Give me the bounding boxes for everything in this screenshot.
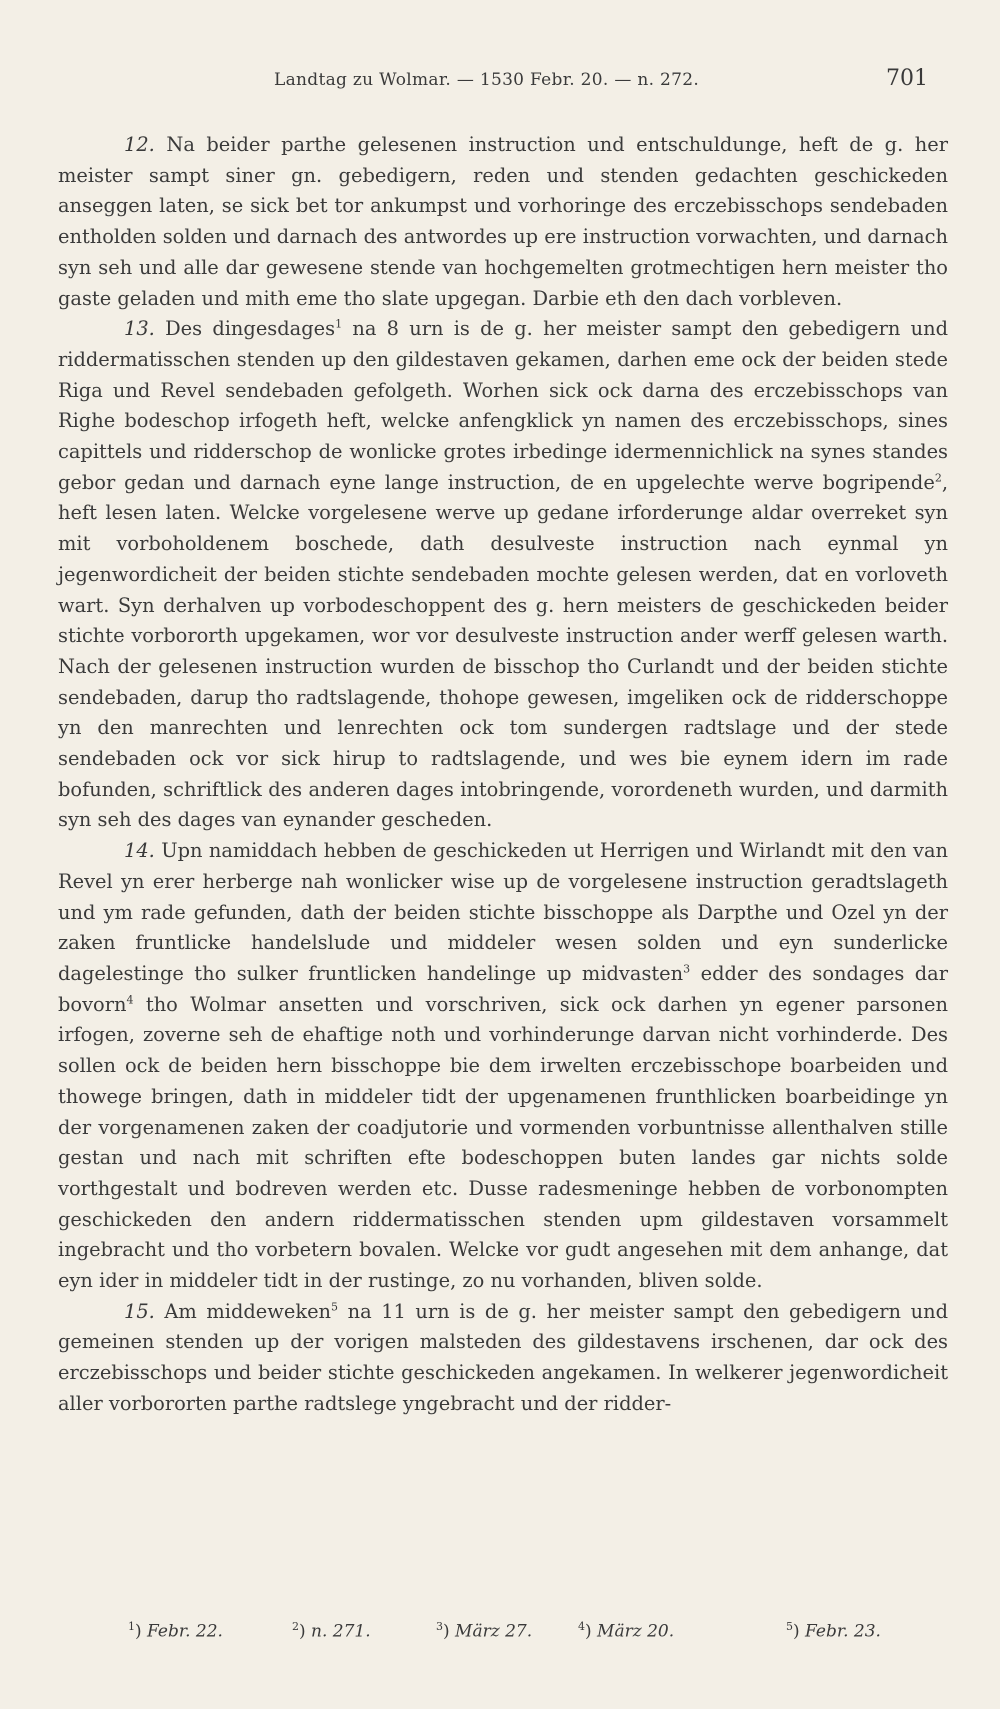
paragraph-text: Am middeweken [164, 1299, 332, 1323]
paragraph-text: na 11 urn is de g. her meister sampt den gebedigern und gemeinen stenden up der vorigen malsteden des gildestavens irschenen, dar ock des erczebisschops und beider stichte geschickeden angekamen. In welkerer jegenwordicheit aller vorbororten parthe radtslege yngebracht und der ridder- [58, 1299, 948, 1415]
paragraph-text: Des dingesdages [165, 317, 336, 341]
paragraph-number: 14. [124, 839, 155, 863]
running-head: Landtag zu Wolmar. — 1530 Febr. 20. — n. 272. [274, 70, 700, 90]
paragraph-text: , heft lesen laten. Welcke vorgelesene werve up gedane irforderunge aldar overreket syn mit vorboholdenem boschede, dath desulveste instruction nach eynmal yn jegenwordicheit der beiden stichte sendebaden mochte gelesen werden, dat en vorloveth wart. Syn derhalven up vorbodeschoppent des g. hern meisters de geschickeden beider stichte vorbororth upgekamen, wor vor desulveste instruction ander werff gelesen warth. Nach der gelesenen instruction wurden de bisschop tho Curlandt und der beiden stichte sendebaden, darup tho radtslagende, thohope gewesen, imgeliken ock de ridderschoppe yn den manrechten und lenrechten ock tom sundergen radtslage und der stede sendebaden ock vor sick hirup to radtslagende, und wes bie eynem idern im rade bofunden, schriftlick des anderen dages intobringende, vorordeneth wurden, und darmith syn seh des dages van eynander gescheden. [58, 470, 948, 832]
footnote-ref: 1 [128, 1620, 135, 1633]
footnote-marker: 3 [683, 962, 691, 976]
footnote-ref: 5 [786, 1620, 793, 1633]
footnote-ref: 2 [292, 1620, 299, 1633]
footnote-3: $^3$) März 27. [436, 1620, 533, 1642]
footnote-2: $^2$) n. 271. [292, 1620, 371, 1642]
footnote-ref: 3 [436, 1620, 443, 1633]
footnote-4: $^4$) März 20. [578, 1620, 675, 1642]
footnote-marker: 5 [331, 1300, 339, 1314]
paragraph-text: Na beider parthe gelesenen instruction und entschuldunge, heft de g. her meister sampt siner gn. gebedigern, reden und stenden gedachten geschickeden anseggen laten, se sick bet tor ankumpst und vorhoringe des erczebisschops sendebaden entholden solden und darnach des antwordes up ere instruction vorwachten, und darnach syn seh und alle dar gewesene stende van hochgemelten grotmechtigen hern meister tho gaste geladen und mith eme tho slate upgegan. Darbie eth den dach vorbleven. [58, 133, 948, 310]
paragraph-15 [58, 1297, 948, 1420]
footnote-1: $^1$) Febr. 22. [128, 1620, 223, 1642]
paragraph-text: Upn namiddach hebben de geschickeden ut Herrigen und Wirlandt mit den van Revel yn erer herberge nah wonlicker wise up de vorgelesene instruction geradtslageth und ym rade gefunden, dath der beiden stichte bisschoppe als Darpthe und Ozel yn der zaken fruntlicke handelslude und middeler wesen solden und eyn sunderlicke dagelestinge tho sulker fruntlicken handelinge up midvasten [58, 839, 948, 985]
paragraph-13 [58, 314, 948, 836]
paragraph-text: na 8 urn is de g. her meister sampt den gebedigern und riddermatisschen stenden up den gildestaven gekamen, darhen eme ock der beiden stede Riga und Revel sendebaden gefolgeth. Worhen sick ock darna des erczebisschops van Righe bodeschop irfogeth heft, welcke anfengklick yn namen des erczebisschops, sines capittels und ridderschop de wonlicke grotes irbedinge idermennichlick na synes standes gebor gedan und darnach eyne lange instruction, de en upgelechte werve bogripende [58, 317, 948, 494]
paragraph-number: 13. [124, 317, 155, 341]
footnote-ref: 4 [578, 1620, 585, 1633]
footnote-5: $^5$) Febr. 23. [786, 1620, 881, 1642]
footnote-text: Febr. 22. [147, 1621, 223, 1642]
page-number: 701 [886, 66, 928, 91]
paragraph-number: 12. [124, 133, 155, 156]
footnote-text: n. 271. [311, 1621, 371, 1642]
page-header [0, 66, 1000, 96]
paragraph-text: tho Wolmar ansetten und vorschriven, sick ock darhen yn egener parsonen irfogen, zoverne seh de ehaftige noth und vorhinderunge darvan nicht vorhinderde. Des sollen ock de beiden hern bisschoppe bie dem irwelten erczebisschope boarbeiden und thowege bringen, dath in middeler tidt der upgenamenen frunthlicken boarbeidinge yn der vorgenamenen zaken der coadjutorie und vormenden vorbuntnisse allenthalven stille gestan und nach mit schriften efte bodeschoppen buten landes gar nichts solde vorthgestalt und bodreven werden etc. Dusse radesmeninge hebben de vorbonompten geschickeden den andern riddermatisschen stenden upm gildestaven vorsammelt ingebracht und tho vorbetern bovalen. Welcke vor gudt angesehen mit dem anhange, dat eyn ider in middeler tidt in der rustinge, zo nu vorhanden, bliven solde. [58, 992, 948, 1293]
body-text [58, 130, 948, 1420]
footnote-marker: 1 [335, 317, 343, 331]
footnote-text: Febr. 23. [805, 1621, 881, 1642]
paragraph-text: edder des sondages dar bovorn [58, 961, 948, 1016]
paragraph-14 [58, 836, 948, 1297]
footnote-marker: 4 [126, 993, 134, 1007]
footnote-text: März 20. [597, 1621, 675, 1642]
footnote-text: März 27. [455, 1621, 533, 1642]
paragraph-12 [58, 130, 948, 314]
footnotes [0, 1620, 1000, 1650]
footnote-marker: 2 [934, 471, 942, 485]
paragraph-number: 15. [124, 1299, 155, 1323]
